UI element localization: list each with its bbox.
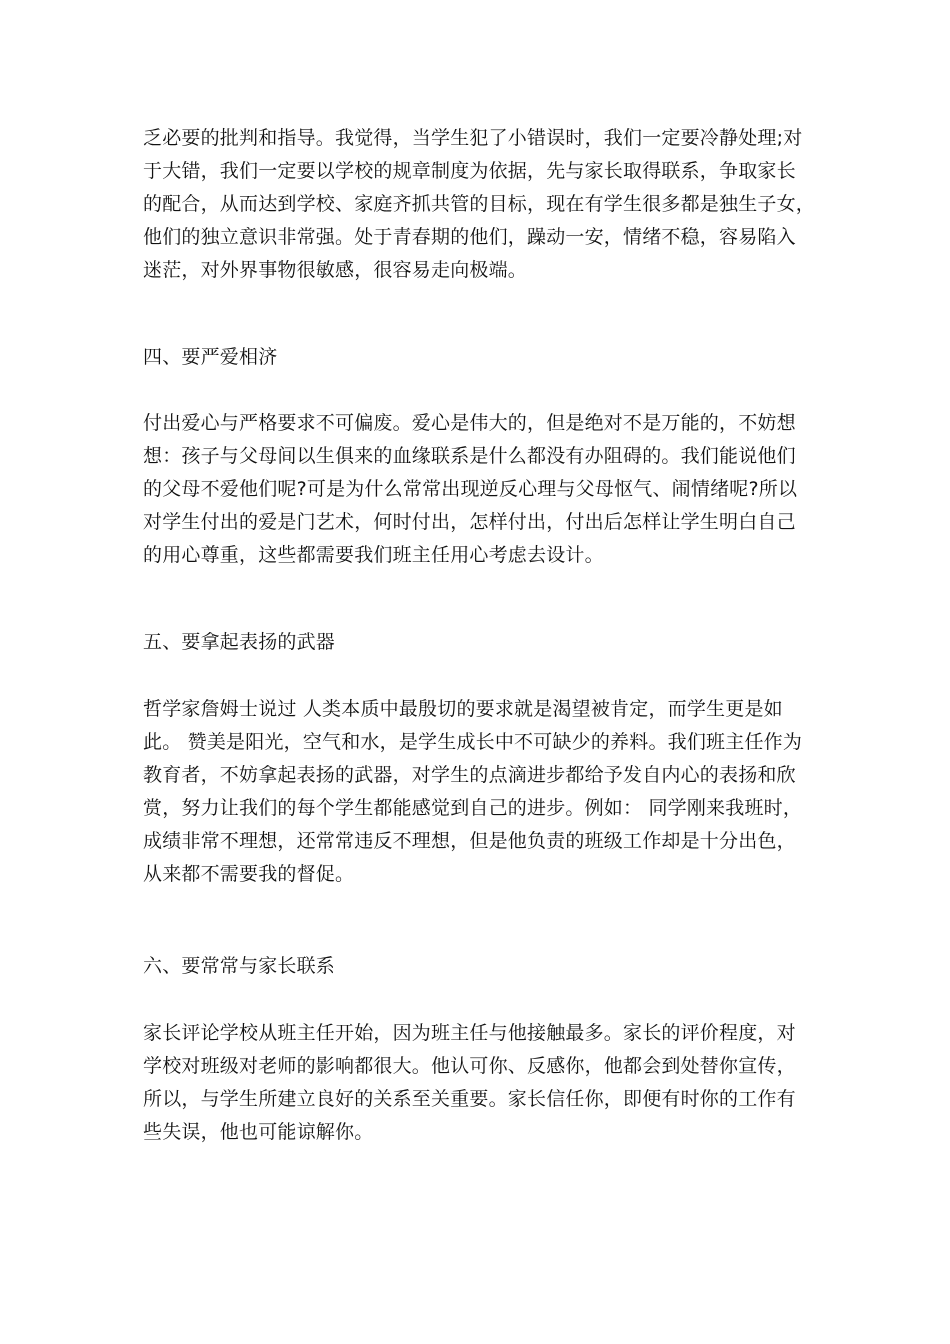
text-line: 于大错，我们一定要以学校的规章制度为依据，先与家长取得联系，争取家长 [143, 160, 796, 182]
text-line: 迷茫，对外界事物很敏感，很容易走向极端。 [143, 259, 528, 281]
section-6-paragraph [143, 1017, 807, 1149]
section-5-heading: 五、要拿起表扬的武器 [143, 631, 336, 653]
text-line: 成绩非常不理想，还常常违反不理想，但是他负责的班级工作却是十分出色， [143, 830, 796, 852]
text-line: 哲学家詹姆士说过 人类本质中最殷切的要求就是渴望被肯定，而学生更是如 [143, 698, 783, 720]
text-line: 所以，与学生所建立良好的关系至关重要。家长信任你，即便有时你的工作有 [143, 1088, 796, 1110]
section-6-heading: 六、要常常与家长联系 [143, 955, 336, 977]
text-line: 赏，努力让我们的每个学生都能感觉到自己的进步。例如： 同学刚来我班时， [143, 797, 803, 819]
text-line: 的配合，从而达到学校、家庭齐抓共管的目标，现在有学生很多都是独生子女， [143, 193, 816, 215]
text-line: 教育者，不妨拿起表扬的武器，对学生的点滴进步都给予发自内心的表扬和欣 [143, 764, 796, 786]
section-5-paragraph [143, 693, 807, 891]
text-line: 想：孩子与父母间以生俱来的血缘联系是什么都没有办阻碍的。我们能说他们 [143, 445, 796, 467]
text-line: 付出爱心与严格要求不可偏废。爱心是伟大的，但是绝对不是万能的，不妨想 [143, 412, 796, 434]
text-line: 此。 赞美是阳光，空气和水，是学生成长中不可缺少的养料。我们班主任作为 [143, 731, 803, 753]
section-4-paragraph [143, 407, 807, 572]
section-4-heading: 四、要严爱相济 [143, 346, 278, 368]
text-line: 家长评论学校从班主任开始，因为班主任与他接触最多。家长的评价程度，对 [143, 1022, 796, 1044]
text-line: 些失误，他也可能谅解你。 [143, 1121, 374, 1143]
text-line: 从来都不需要我的督促。 [143, 863, 355, 885]
text-line: 他们的独立意识非常强。处于青春期的他们，躁动一安，情绪不稳，容易陷入 [143, 226, 796, 248]
text-line: 的用心尊重，这些都需要我们班主任用心考虑去设计。 [143, 544, 604, 566]
text-line: 对学生付出的爱是门艺术，何时付出，怎样付出，付出后怎样让学生明白自己 [143, 511, 796, 533]
paragraph-intro [143, 122, 816, 287]
text-line: 学校对班级对老师的影响都很大。他认可你、反感你，他都会到处替你宣传， [143, 1055, 796, 1077]
text-line: 乏必要的批判和指导。我觉得，当学生犯了小错误时，我们一定要冷静处理;对 [143, 127, 803, 149]
text-line: 的父母不爱他们呢?可是为什么常常出现逆反心理与父母怄气、闹情绪呢?所以 [143, 478, 798, 500]
